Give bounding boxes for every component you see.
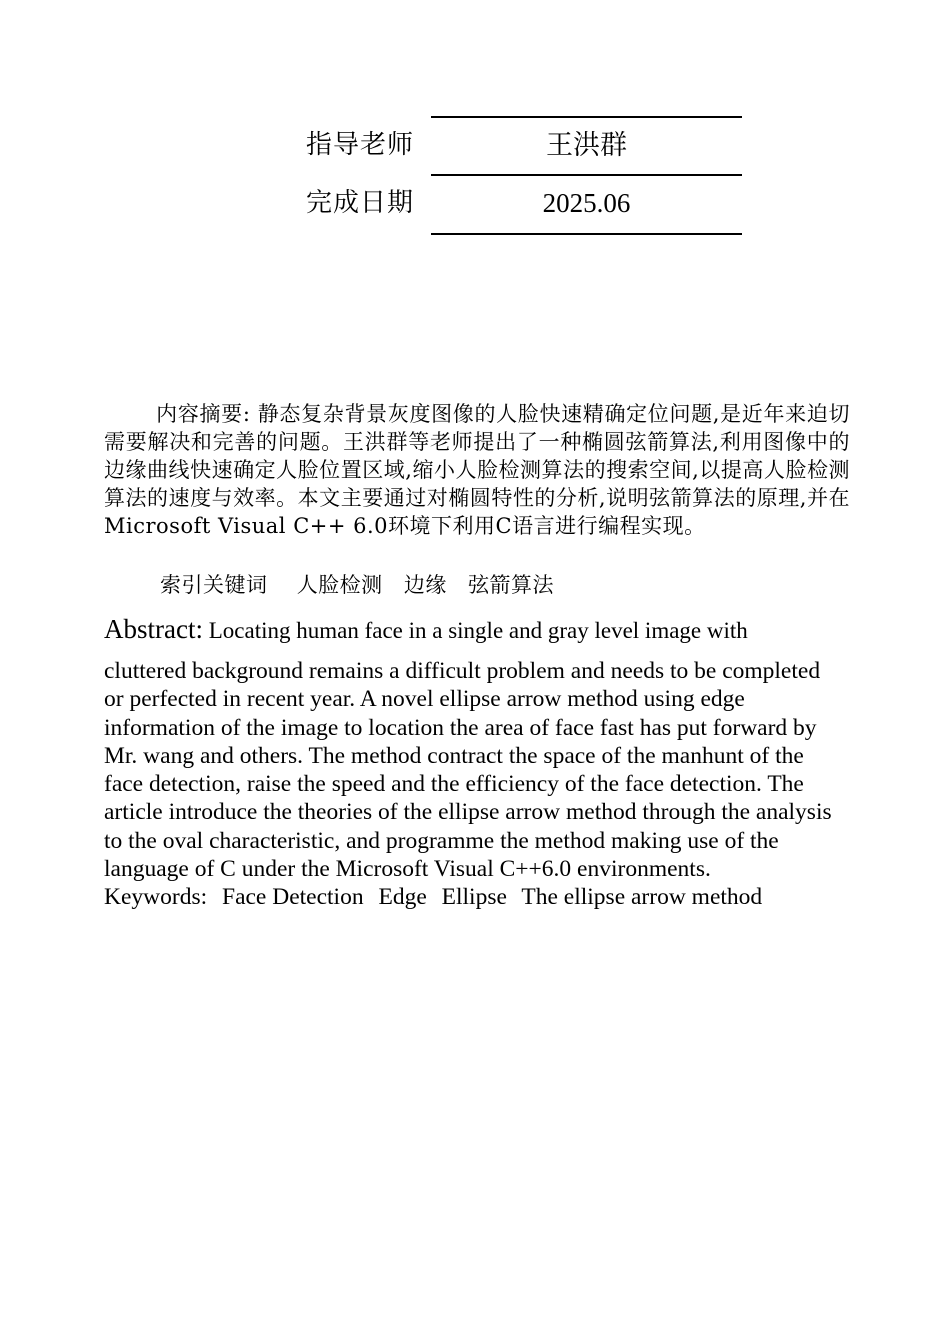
english-abstract-first-line — [104, 612, 850, 648]
chinese-abstract-label: 内容摘要 — [156, 402, 243, 426]
chinese-keyword: 人脸检测 — [296, 573, 383, 597]
english-keyword: Ellipse — [441, 884, 507, 911]
chinese-keywords — [160, 571, 850, 599]
table-rule-bottom — [431, 233, 742, 235]
chinese-abstract — [104, 400, 850, 540]
date-value: 2025.06 — [542, 188, 631, 218]
chinese-abstract-text: 静态复杂背景灰度图像的人脸快速精确定位问题,是近年来迫切需要解决和完善的问题。王洪群等老师提出了一种椭圆弦箭算法,利用图像中的边缘曲线快速确定人脸位置区域,缩小人脸检测算法的搜索空间,以提高人脸检测算法的速度与效率。本文主要通过对椭圆特性的分析,说明弦箭算法的原理,并在Microsoft Visual C++ 6.0环境下利用C语言进行编程实现。 — [104, 402, 850, 538]
date-label: 完成日期 — [306, 188, 415, 218]
english-keywords — [104, 883, 844, 911]
advisor-row — [300, 116, 742, 174]
chinese-keyword: 边缘 — [403, 573, 447, 597]
advisor-value: 王洪群 — [546, 130, 627, 160]
chinese-keywords-label: 索引关键词 — [160, 573, 268, 597]
english-keyword: The ellipse arrow method — [521, 884, 763, 911]
date-row — [300, 174, 742, 232]
english-keywords-label: Keywords: — [104, 884, 208, 911]
advisor-label: 指导老师 — [306, 130, 415, 160]
chinese-keyword: 弦箭算法 — [468, 573, 555, 597]
chinese-abstract-separator: : — [242, 402, 251, 426]
info-table — [300, 116, 742, 232]
english-keyword: Edge — [378, 884, 427, 911]
english-keyword: Face Detection — [222, 884, 364, 911]
english-abstract-first-text: Locating human face in a single and gray level image with — [208, 618, 748, 643]
english-abstract-text: cluttered background remains a difficult problem and needs to be completed or perfected in recent year. A novel ellipse arrow method using edge information of the image to location the area of face fast has put forward by Mr. wang and others. The method contract the space of the manhunt of the face detection, raise the speed and the efficiency of the face detection. The article introduce the theories of the ellipse arrow method through the analysis to the oval characteristic, and programme the method making use of the language of C under the Microsoft Visual C++6.0 environments. — [104, 658, 832, 883]
english-abstract-body — [104, 657, 844, 912]
english-abstract-label: Abstract: — [104, 614, 203, 644]
